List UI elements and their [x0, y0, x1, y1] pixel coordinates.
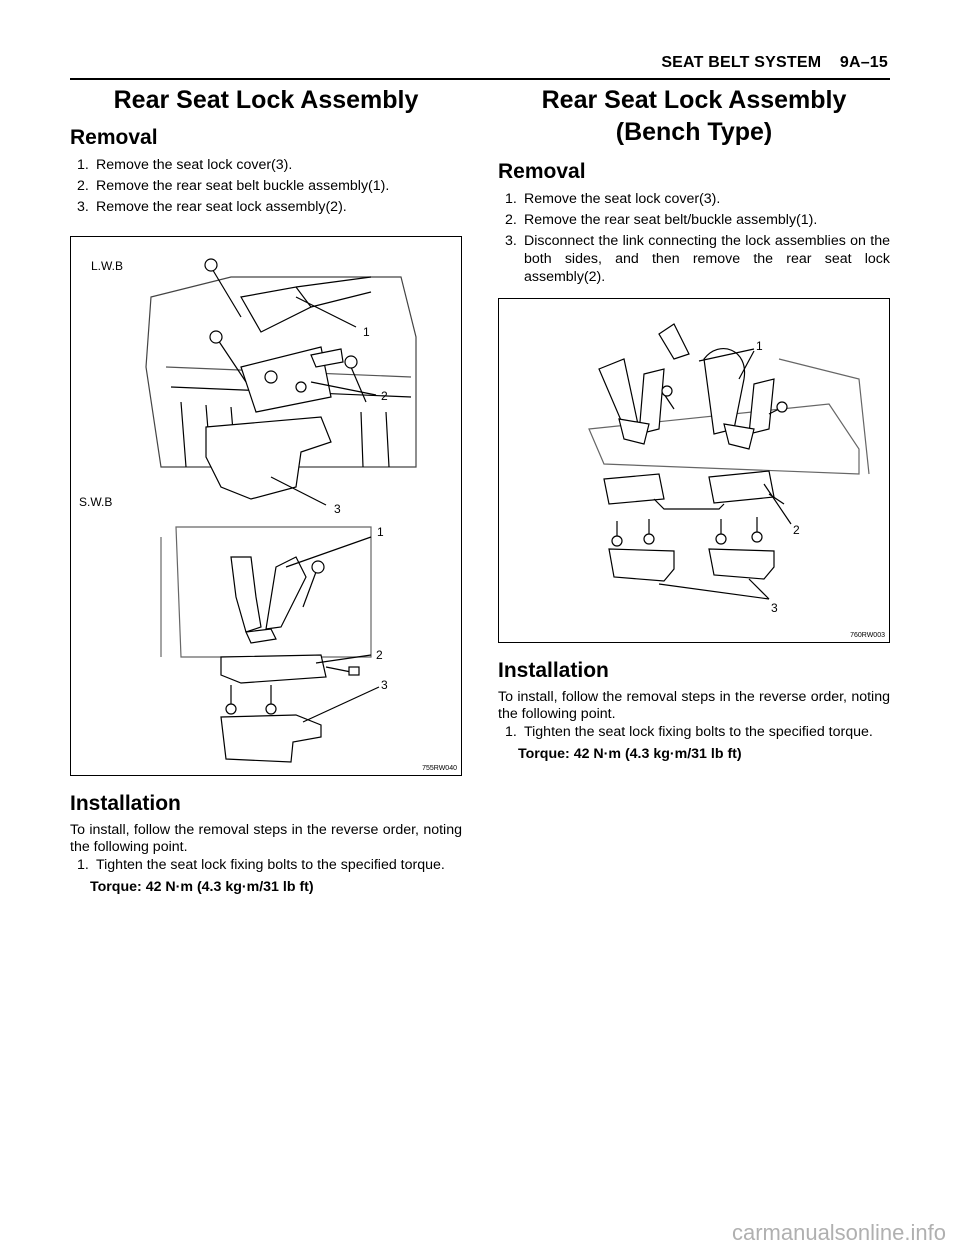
seat-lock-illustration: [71, 237, 461, 775]
callout-1: 1: [363, 325, 370, 339]
figure-code: 755RW040: [422, 765, 457, 772]
page-header: [70, 52, 890, 80]
figure-label-swb: S.W.B: [79, 495, 113, 509]
watermark: carmanualsonline.info: [731, 1220, 946, 1245]
left-removal-heading: Removal: [70, 126, 158, 149]
right-title-line1: Rear Seat Lock Assembly: [541, 86, 847, 114]
right-removal-heading: Removal: [498, 160, 586, 183]
list-item: 2. Remove the rear seat belt buckle assembly(1).: [77, 178, 390, 194]
figure-label-lwb: L.W.B: [91, 259, 124, 273]
callout-2: 2: [381, 389, 388, 403]
callout-1: 1: [377, 525, 384, 539]
callout-3: 3: [381, 678, 388, 692]
list-item: 1. Remove the seat lock cover(3).: [77, 157, 293, 173]
right-title-line2: (Bench Type): [615, 118, 773, 146]
left-install-steps: [70, 856, 462, 874]
left-column: [70, 84, 462, 896]
callout-1: 1: [756, 339, 763, 353]
left-removal-steps: [70, 156, 462, 216]
left-title: Rear Seat Lock Assembly: [113, 86, 419, 114]
left-install-intro: To install, follow the removal steps in the reverse order, noting the following point.: [70, 822, 462, 855]
figure-code: 760RW003: [850, 632, 885, 639]
list-item: 1. Remove the seat lock cover(3).: [505, 191, 721, 207]
header-title: SEAT BELT SYSTEM 9A–15: [661, 54, 888, 71]
right-install-heading: Installation: [498, 659, 609, 682]
right-title: [498, 84, 890, 148]
callout-3: 3: [771, 601, 778, 615]
list-item: 1. Tighten the seat lock fixing bolts to the specified torque.: [77, 857, 445, 873]
list-item: 1. Tighten the seat lock fixing bolts to the specified torque.: [505, 724, 873, 740]
right-torque: Torque: 42 N·m (4.3 kg·m/31 lb ft): [518, 746, 742, 762]
callout-2: 2: [793, 523, 800, 537]
right-figure: [498, 298, 890, 643]
right-removal-steps: [498, 190, 890, 286]
right-install-intro: To install, follow the removal steps in the reverse order, noting the following point.: [498, 689, 890, 722]
bench-lock-illustration: [499, 299, 889, 642]
list-item: 2. Remove the rear seat belt/buckle assembly(1).: [505, 212, 818, 228]
callout-3: 3: [334, 502, 341, 516]
callout-2: 2: [376, 648, 383, 662]
list-item: 3. Disconnect the link connecting the lock assemblies on the both sides, and then remove the rear seat lock assembly(2).: [505, 233, 890, 285]
left-install-heading: Installation: [70, 792, 181, 815]
right-column: [498, 84, 890, 763]
left-figure: [70, 236, 462, 776]
list-item: 3. Remove the rear seat lock assembly(2).: [77, 199, 347, 215]
right-install-steps: [498, 723, 890, 741]
left-torque: Torque: 42 N·m (4.3 kg·m/31 lb ft): [90, 879, 314, 895]
